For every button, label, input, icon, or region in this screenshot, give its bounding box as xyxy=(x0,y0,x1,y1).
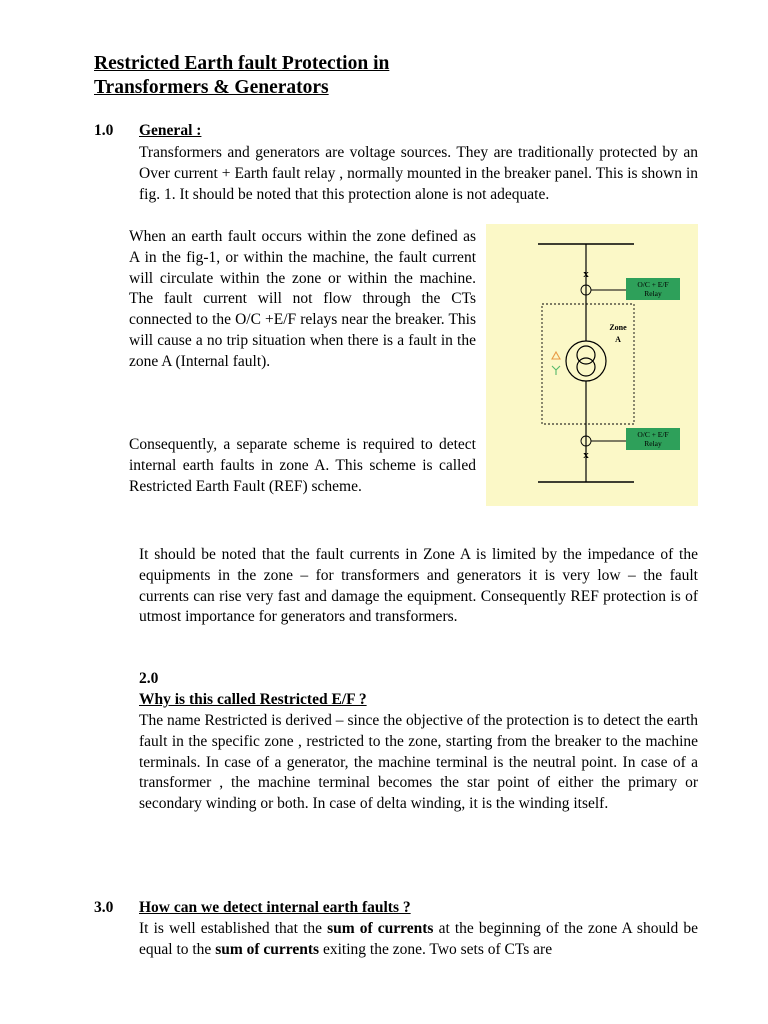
relay-top-label-1: O/C + E/F xyxy=(637,280,669,289)
transformer-secondary-winding-icon xyxy=(577,358,595,376)
title-line-2: Transformers & Generators xyxy=(94,77,329,98)
section-3-number: 3.0 xyxy=(94,899,114,916)
section-1-scheme-paragraph: Consequently, a separate scheme is required to detect internal earth faults in zone A. This scheme is called Restricted Earth Fault (REF) scheme. xyxy=(129,436,476,495)
transformer-outer-icon xyxy=(566,341,606,381)
section-3-bold-1: sum of currents xyxy=(327,920,434,937)
section-3-text-1: It is well established that the xyxy=(139,920,328,937)
section-3-text-3: exiting the zone. Two sets of CTs are xyxy=(319,940,553,958)
section-1-heading: General : xyxy=(139,122,202,139)
section-1-fault-paragraph: When an earth fault occurs within the zone defined as A in the fig-1, or within the machine, the fault current will circulate within the zone or within the machine. The fault current will not flow through the CTs connected to the O/C +E/F relays near the breaker. This will cause a no trip situation when there is a fault in the zone A (Internal fault). xyxy=(129,228,476,370)
title-line-1: Restricted Earth fault Protection in xyxy=(94,53,390,74)
delta-symbol-icon xyxy=(552,352,560,359)
section-2-body: The name Restricted is derived – since the objective of the protection is to detect the earth fault in the specific zone , restricted to the zone, starting from the breaker to the machine terminals. In case of a generator, the machine terminal is the neutral point. In case of a transformer , the machine terminal becomes the star point of either the primary or secondary winding or both. In case of delta winding, it is the winding itself. xyxy=(139,712,698,813)
section-1-note-paragraph: It should be noted that the fault currents in Zone A is limited by the impedance of the equipments in the zone – for transformers and generators it is very low – the fault currents can rise very fast and damage the equipment. Consequently REF protection is of utmost importance for generators and transformers. xyxy=(139,546,698,626)
relay-bottom-label-1: O/C + E/F xyxy=(637,430,669,439)
figure-1-svg xyxy=(486,224,698,506)
section-3-bold-2: sum of currents xyxy=(215,940,320,958)
section-1-number: 1.0 xyxy=(94,122,114,139)
section-3-text-2: at the beginning of the zone A should be equal to the xyxy=(139,920,698,958)
zone-label-1: Zone xyxy=(609,323,627,332)
breaker-mark-top: x xyxy=(583,268,589,280)
zone-label-2: A xyxy=(615,335,621,344)
breaker-mark-bottom: x xyxy=(583,449,589,461)
star-symbol-icon xyxy=(552,366,560,375)
section-2-heading: Why is this called Restricted E/F ? xyxy=(139,691,367,708)
relay-bottom-label-2: Relay xyxy=(644,439,662,448)
section-3-body xyxy=(139,919,698,961)
section-3-heading: How can we detect internal earth faults ? xyxy=(139,899,411,916)
document-title xyxy=(94,52,389,100)
section-2-number: 2.0 xyxy=(139,670,159,687)
section-1-intro: Transformers and generators are voltage sources. They are traditionally protected by an Over current + Earth fault relay , normally mounted in the breaker panel. This is shown in fig. 1. It should be noted that this protection alone is not adequate. xyxy=(139,144,698,203)
relay-top-label-2: Relay xyxy=(644,289,662,298)
figure-1-diagram xyxy=(486,224,698,506)
